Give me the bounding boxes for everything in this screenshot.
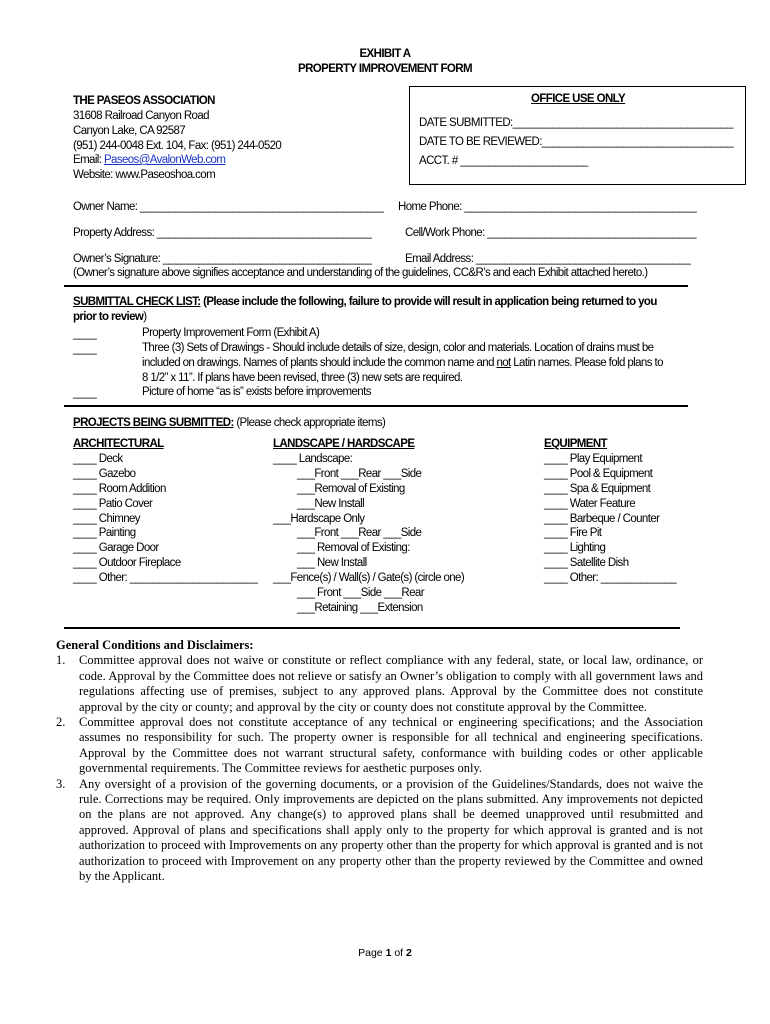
landscape-header: LANDSCAPE / HARDSCAPE: [273, 438, 415, 450]
checklist-item-drawings-line1: Three (3) Sets of Drawings - Should include details of size, design, color and materials. Location of drains must be: [142, 342, 654, 354]
email-link[interactable]: Paseos@AvalonWeb.com: [103, 154, 226, 166]
condition-number: 3.: [56, 776, 66, 791]
owner-name-field[interactable]: Owner Name: __________________________________________: [73, 201, 384, 213]
arch-item-deck[interactable]: ____ Deck: [73, 452, 123, 465]
equip-item-pool[interactable]: ____ Pool & Equipment: [544, 467, 653, 480]
home-phone-field[interactable]: Home Phone: ________________________________________: [398, 201, 697, 213]
checklist-blank-3[interactable]: ____: [73, 387, 97, 399]
divider-rule-1: [64, 285, 688, 287]
divider-rule-2: [64, 405, 688, 407]
land-item-hardscape-sides[interactable]: ___Front ___Rear ___Side: [297, 527, 422, 540]
condition-text: Committee approval does not constitute acceptance of any technical or engineering specifications; and the Association assumes no responsibility for such. The property owner is responsible for all technical and engineering specifications. Approval by the Committee does not warrant structural safety, conformance with building codes or other applicable governmental requirements. The Committee reviews for aesthetic purposes only.: [79, 715, 703, 776]
association-phone: (951) 244-0048 Ext. 104, Fax: (951) 244-0520: [73, 140, 282, 152]
office-use-title: OFFICE USE ONLY: [531, 93, 626, 105]
page-mid: of: [391, 947, 407, 959]
projects-heading: [73, 416, 385, 431]
checklist-instruction-cont: [73, 310, 146, 325]
projects-title: PROJECTS BEING SUBMITTED:: [73, 417, 234, 429]
checklist-item-drawings-line3: 8 1/2” x 11”. If plans have been revised, three (3) new sets are required.: [142, 372, 463, 384]
land-item-removal[interactable]: ___Removal of Existing: [297, 482, 405, 495]
checklist-item-form: Property Improvement Form (Exhibit A): [142, 327, 320, 339]
arch-item-gazebo[interactable]: ____ Gazebo: [73, 467, 136, 480]
page-prefix: Page: [358, 947, 386, 959]
drawings-line2b: Latin names. Please fold plans to: [510, 357, 663, 369]
arch-item-room-addition[interactable]: ____ Room Addition: [73, 482, 166, 495]
association-name: THE PASEOS ASSOCIATION: [73, 95, 215, 107]
land-item-retaining[interactable]: ___Retaining ___Extension: [297, 601, 423, 614]
association-website: Website: www.Paseoshoa.com: [73, 169, 216, 181]
equip-item-lighting[interactable]: ____ Lighting: [544, 542, 606, 555]
equip-item-play[interactable]: ____ Play Equipment: [544, 452, 642, 465]
condition-item-3: [56, 777, 703, 885]
arch-item-outdoor-fireplace[interactable]: ____ Outdoor Fireplace: [73, 557, 181, 570]
arch-item-chimney[interactable]: ____ Chimney: [73, 512, 140, 525]
checklist-blank-1[interactable]: ____: [73, 328, 97, 340]
signature-note: (Owner’s signature above signifies acceptance and understanding of the guidelines, CC&R’s and each Exhibit attached hereto.): [73, 267, 648, 279]
equip-item-spa[interactable]: ____ Spa & Equipment: [544, 482, 651, 495]
email-address-field[interactable]: Email Address: _____________________________________: [405, 253, 691, 265]
land-item-fence-sides[interactable]: ___ Front ___Side ___Rear: [297, 587, 424, 600]
form-title: PROPERTY IMPROVEMENT FORM: [298, 63, 472, 75]
association-address-line1: 31608 Railroad Canyon Road: [73, 110, 209, 122]
page-current: 1: [385, 947, 392, 959]
general-conditions-title: General Conditions and Disclaimers:: [56, 638, 254, 652]
divider-rule-3: [64, 627, 680, 629]
exhibit-title: EXHIBIT A: [359, 48, 411, 60]
land-item-new-install[interactable]: ___New Install: [297, 497, 365, 510]
equip-item-water-feature[interactable]: ____ Water Feature: [544, 497, 636, 510]
condition-number: 2.: [56, 715, 66, 730]
equip-item-other[interactable]: ____ Other: _____________: [544, 572, 677, 585]
checklist-instruction-a: (Please include the following, failure to provide will result in application being returned to you: [200, 296, 657, 308]
owner-signature-field[interactable]: Owner’s Signature: ____________________________________: [73, 253, 372, 265]
condition-number: 1.: [56, 653, 66, 668]
association-address-line2: Canyon Lake, CA 92587: [73, 125, 186, 137]
arch-item-painting[interactable]: ____ Painting: [73, 527, 136, 540]
checklist-instruction-b: prior to review: [73, 311, 144, 323]
land-item-hardscape-removal[interactable]: ___ Removal of Existing:: [297, 542, 410, 555]
cell-phone-field[interactable]: Cell/Work Phone: ____________________________________: [405, 227, 696, 239]
equip-item-fire-pit[interactable]: ____ Fire Pit: [544, 527, 602, 540]
date-reviewed-field[interactable]: DATE TO BE REVIEWED:_________________________________: [419, 136, 734, 148]
date-submitted-field[interactable]: DATE SUBMITTED:______________________________________: [419, 117, 733, 129]
checklist-title: SUBMITTAL CHECK LIST:: [73, 296, 201, 308]
condition-item-2: [56, 715, 703, 777]
land-item-fence[interactable]: ___Fence(s) / Wall(s) / Gate(s) (circle one): [273, 572, 465, 585]
arch-item-other[interactable]: ____ Other: ______________________: [73, 572, 258, 585]
equipment-header: EQUIPMENT: [544, 438, 607, 450]
projects-instruction: (Please check appropriate items): [233, 417, 386, 429]
checklist-instruction-c: ): [143, 311, 147, 323]
email-label: Email:: [73, 154, 104, 166]
architectural-header: ARCHITECTURAL: [73, 438, 164, 450]
land-item-landscape[interactable]: ____ Landscape:: [273, 452, 353, 465]
condition-item-1: [56, 653, 703, 715]
arch-item-patio-cover[interactable]: ____ Patio Cover: [73, 497, 153, 510]
checklist-instruction: [73, 295, 657, 310]
equip-item-satellite[interactable]: ____ Satellite Dish: [544, 557, 629, 570]
equip-item-barbeque[interactable]: ____ Barbeque / Counter: [544, 512, 660, 525]
arch-item-garage-door[interactable]: ____ Garage Door: [73, 542, 159, 555]
drawings-line2a: included on drawings. Names of plants should include the common name and: [142, 357, 497, 369]
land-item-landscape-sides[interactable]: ___Front ___Rear ___Side: [297, 467, 422, 480]
condition-text: Any oversight of a provision of the governing documents, or a provision of the Guidelines/Standards, does not waive the rule. Corrections may be required. Only improvements are depicted on the plans submitted. Any improvements not depicted on the plans are not approved. Any change(s) to approved plans shall be deemed unapproved until resubmitted and approved. Approval of plans and specifications shall apply only to the property for which approval is granted and is not authorization to proceed with Improvements on any property other than the property for which approval is granted and is not authorization to proceed with Improvement on any property other than the property reviewed by the Committee and owned by the Applicant.: [79, 776, 703, 884]
landscape-column: [273, 437, 464, 616]
checklist-item-picture: Picture of home “as is” exists before improvements: [142, 386, 371, 398]
general-conditions: [56, 638, 703, 885]
checklist-item-drawings-line2: [142, 356, 663, 371]
land-item-hardscape-install[interactable]: ___ New Install: [297, 557, 367, 570]
drawings-not: not: [496, 357, 511, 369]
checklist-blank-2[interactable]: ____: [73, 343, 97, 355]
page-number: [0, 947, 770, 959]
conditions-list: [56, 653, 703, 884]
acct-field[interactable]: ACCT. # ______________________: [419, 155, 588, 167]
property-address-field[interactable]: Property Address: _____________________________________: [73, 227, 372, 239]
page-total: 2: [406, 947, 412, 959]
architectural-column: [73, 437, 257, 586]
land-item-hardscape[interactable]: ___Hardscape Only: [273, 512, 365, 525]
equipment-column: [544, 437, 676, 586]
condition-text: Committee approval does not waive or constitute or reflect compliance with any federal, state, or local law, ordinance, or code. Approval by the Committee does not relieve or satisfy an Owner’s obligation to comply with all government laws and regulations affecting use of premises, subject to any approved plans. Approval by the Committee does not constitute approval by the city or county; and approval by the city or county does not constitute approval by the Committee.: [79, 653, 703, 714]
association-email-row: [73, 153, 225, 168]
